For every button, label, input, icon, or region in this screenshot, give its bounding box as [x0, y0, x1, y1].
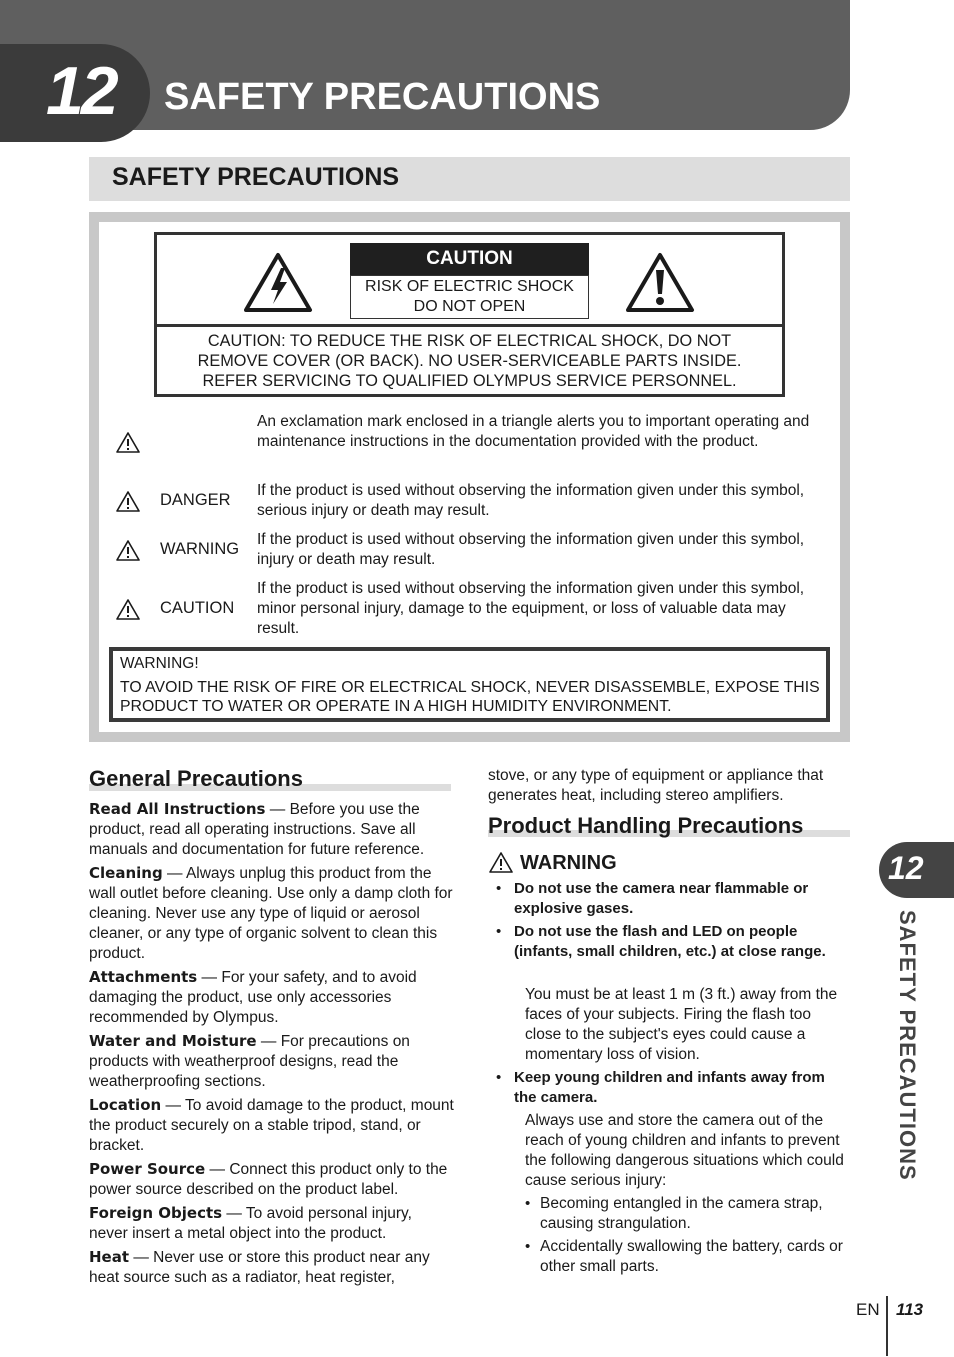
symbol-label-warning: WARNING [160, 540, 240, 558]
general-continued-text: stove, or any type of equipment or appliance that generates heat, including stereo amplifiers. [488, 767, 824, 804]
caution-divider [154, 324, 785, 327]
item-term: Foreign Objects [89, 1204, 223, 1222]
item-text: — For your safety, and to avoid damaging the product, use only accessories recommended by Olympus. [89, 969, 417, 1026]
footer-language: EN [856, 1300, 880, 1319]
item-term: Water and Moisture [89, 1032, 257, 1050]
symbol-label-caution: CAUTION [160, 599, 235, 617]
handling-sub-bullet: Accidentally swallowing the battery, cards or other small parts. [540, 1238, 843, 1275]
item-text: — Connect this product only to the power source described on the product label. [89, 1161, 448, 1198]
caution-main-line2: REMOVE COVER (OR BACK). NO USER-SERVICEABLE PARTS INSIDE. [197, 352, 742, 370]
list-item [89, 799, 454, 860]
caution-main-line3: REFER SERVICING TO QUALIFIED OLYMPUS SERVICE PERSONNEL. [202, 372, 737, 390]
warning-triangle-icon [488, 851, 514, 874]
item-text: — To avoid personal injury, never insert a metal object into the product. [89, 1205, 412, 1242]
item-term: Power Source [89, 1160, 206, 1178]
side-tab-label-wrap [894, 910, 924, 1190]
section-title: SAFETY PRECAUTIONS [112, 163, 400, 191]
page-number: 113 [896, 1300, 924, 1319]
caution-sub-line1: RISK OF ELECTRIC SHOCK [365, 278, 574, 295]
bullet-icon: • [496, 1069, 502, 1086]
caution-sublabel [350, 275, 589, 319]
item-text: — Before you use the product, read all operating instructions. Save all manuals and documentation for future reference. [89, 801, 425, 858]
symbol-label-danger: DANGER [160, 491, 231, 509]
bullet-icon: • [496, 880, 502, 897]
chapter-title: SAFETY PRECAUTIONS [164, 76, 601, 118]
list-item [89, 1247, 454, 1288]
list-item [89, 863, 454, 964]
item-text: — Never use or store this product near any heat source such as a radiator, heat register, [89, 1249, 430, 1286]
symbol-description: If the product is used without observing the information given under this symbol, injury or death may result. [257, 531, 805, 568]
caution-label: CAUTION [350, 243, 589, 275]
item-text: — For precautions on products with weatherproof designs, read the weatherproofing sections. [89, 1033, 410, 1090]
handling-bullet-detail: Always use and store the camera out of the reach of young children and infants to prevent the following dangerous situations which could cause serious injury: [525, 1112, 844, 1189]
bullet-icon: • [525, 1195, 531, 1212]
side-tab-number: 12 [888, 850, 924, 886]
general-items [89, 799, 454, 1288]
handling-bullet: Do not use the camera near flammable or explosive gases. [514, 880, 809, 917]
warning-triangle-icon [115, 539, 141, 562]
warning-box-title: WARNING! [120, 655, 199, 672]
item-term: Read All Instructions [89, 800, 266, 818]
chapter-number: 12 [46, 53, 116, 129]
handling-bullet-detail: You must be at least 1 m (3 ft.) away from the faces of your subjects. Firing the flash too close to the subject's eyes could cause a momentary loss of vision. [525, 986, 838, 1063]
handling-bullet: Do not use the flash and LED on people (infants, small children, etc.) at close range. [514, 923, 826, 960]
bullet-icon: • [496, 923, 502, 940]
list-item [89, 1203, 454, 1244]
list-item [89, 967, 454, 1028]
symbol-description: An exclamation mark enclosed in a triangle alerts you to important operating and maintenance instructions in the documentation provided with the product. [257, 413, 810, 450]
item-term: Attachments [89, 968, 198, 986]
caution-triangle-icon [115, 598, 141, 621]
caution-main-line1: CAUTION: TO REDUCE THE RISK OF ELECTRICAL SHOCK, DO NOT [207, 332, 732, 350]
symbol-description: If the product is used without observing the information given under this symbol, serious injury or death may result. [257, 482, 805, 519]
list-item [89, 1159, 454, 1200]
symbol-description: If the product is used without observing the information given under this symbol, minor personal injury, damage to the equipment, or loss of valuable data may result. [257, 580, 805, 637]
caution-sub-line2: DO NOT OPEN [413, 298, 526, 315]
item-text: — To avoid damage to the product, mount the product securely on a stable tripod, stand, or bracket. [89, 1097, 454, 1154]
handling-sub-bullet: Becoming entangled in the camera strap, causing strangulation. [540, 1195, 823, 1232]
handling-heading: Product Handling Precautions [488, 813, 804, 838]
item-term: Cleaning [89, 864, 163, 882]
general-heading: General Precautions [89, 766, 303, 791]
item-term: Location [89, 1096, 162, 1114]
list-item [89, 1095, 454, 1156]
lightning-triangle-icon [243, 252, 313, 313]
bullet-icon: • [525, 1238, 531, 1255]
item-text: — Always unplug this product from the wall outlet before cleaning. Use only a damp cloth for cleaning. Never use any type of liquid or aerosol cleaner, or any type of organic solvent to clean this product. [89, 865, 453, 962]
item-term: Heat [89, 1248, 130, 1266]
side-tab-label: SAFETY PRECAUTIONS [895, 910, 920, 1181]
handling-bullet: Keep young children and infants away from the camera. [514, 1069, 825, 1106]
caution-main-text [160, 331, 779, 391]
exclamation-triangle-icon [115, 431, 141, 454]
warning-box-text: TO AVOID THE RISK OF FIRE OR ELECTRICAL SHOCK, NEVER DISASSEMBLE, EXPOSE THIS PRODUCT TO WATER OR OPERATE IN A HIGH HUMIDITY ENVIRONMENT. [120, 679, 820, 715]
danger-triangle-icon [115, 490, 141, 513]
footer-divider [886, 1296, 888, 1356]
exclamation-triangle-icon [625, 252, 695, 313]
list-item [89, 1031, 454, 1092]
warning-label: WARNING [520, 852, 617, 874]
